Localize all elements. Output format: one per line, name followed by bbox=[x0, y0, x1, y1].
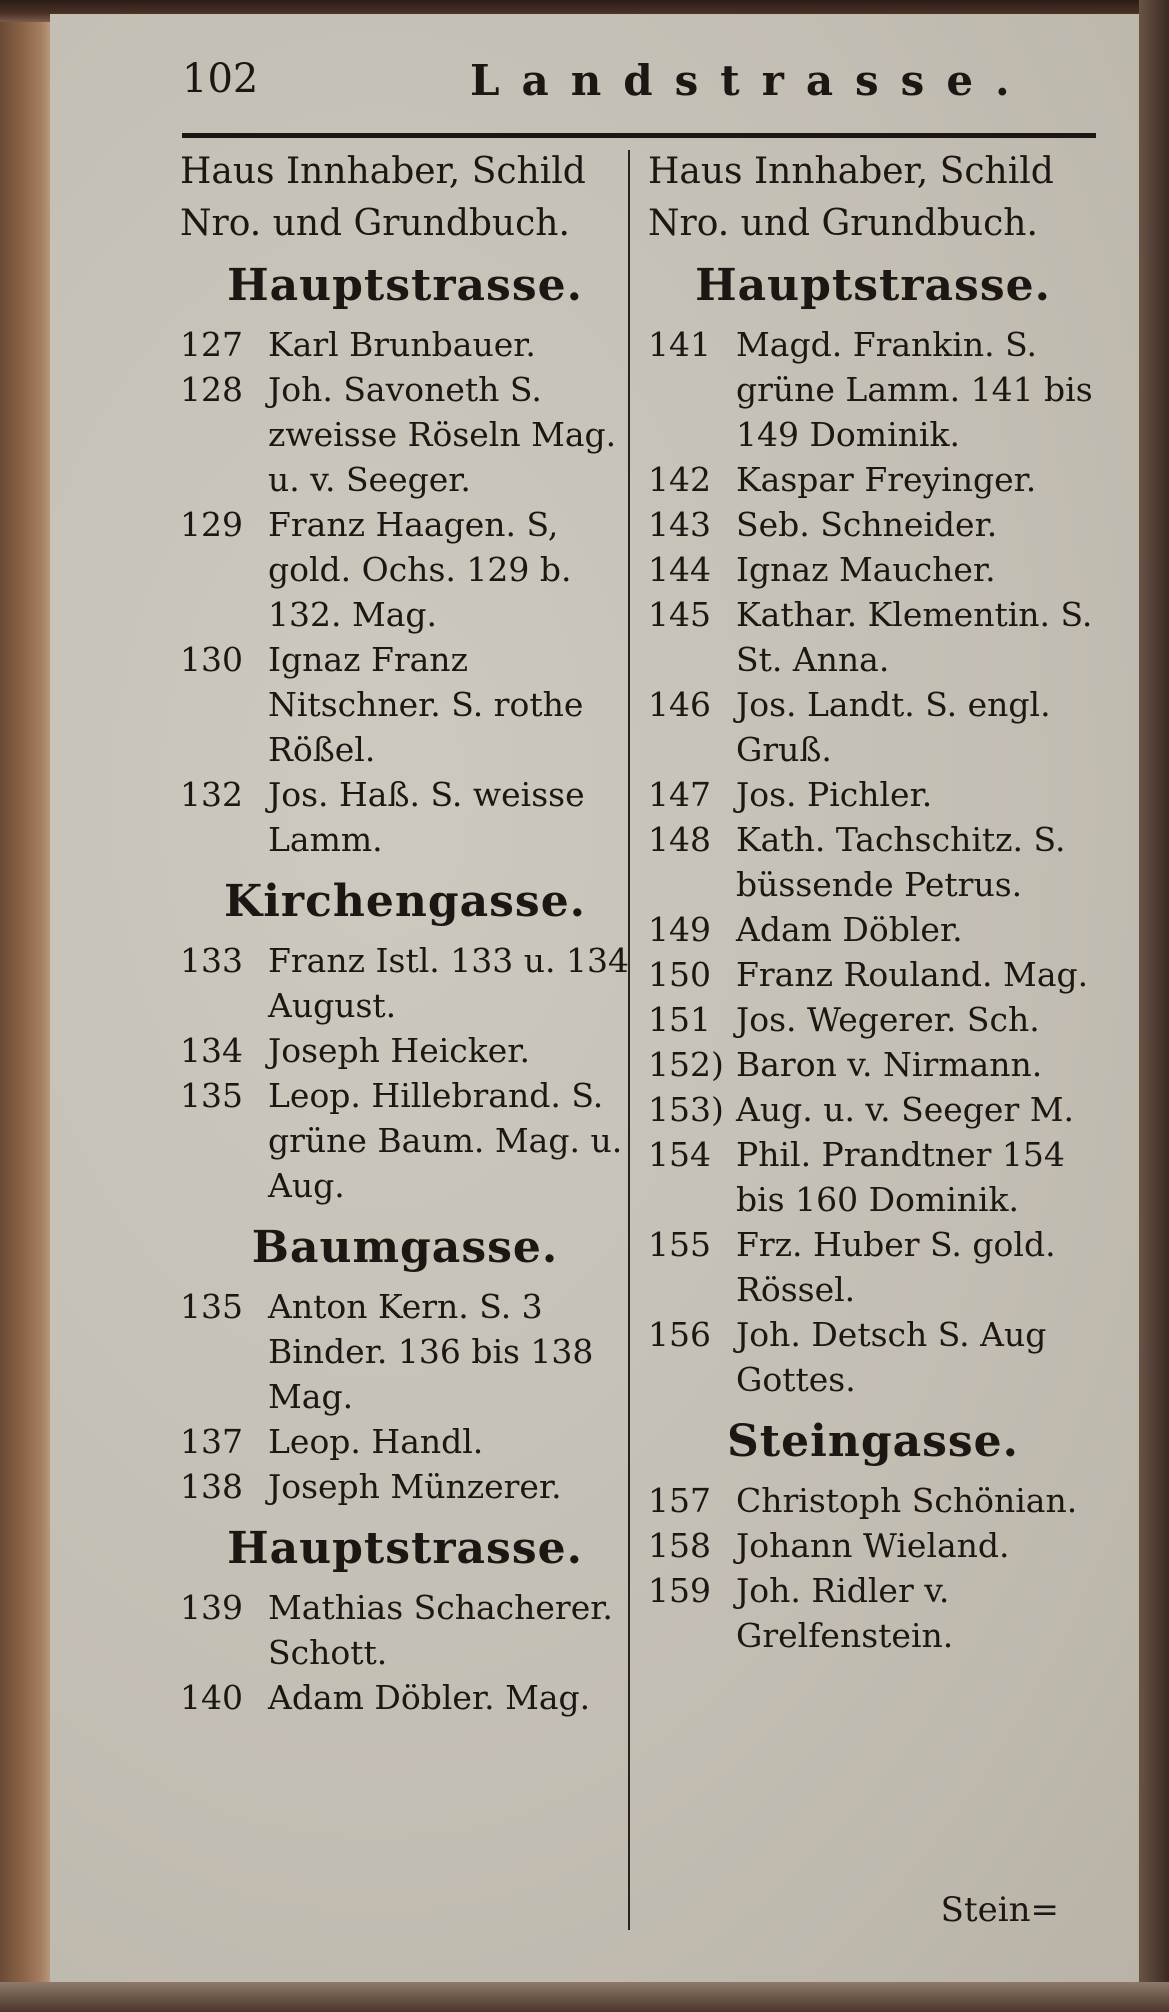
entry-text: Anton Kern. S. 3 Binder. 136 bis 138 Mag. bbox=[268, 1287, 594, 1416]
house-number: 153) bbox=[648, 1090, 724, 1129]
running-title: Landstrasse. bbox=[470, 56, 1032, 105]
entry-text: Joh. Detsch S. Aug Gottes. bbox=[736, 1315, 1047, 1399]
entry-text: Joseph Münzerer. bbox=[268, 1467, 562, 1506]
entry-text: Jos. Landt. S. engl. Gruß. bbox=[736, 685, 1051, 769]
list-item bbox=[180, 502, 630, 637]
list-item bbox=[180, 1419, 630, 1464]
entry-text: Johann Wieland. bbox=[736, 1526, 1010, 1565]
house-number: 133 bbox=[180, 941, 243, 980]
house-number: 150 bbox=[648, 955, 711, 994]
list-item bbox=[648, 1042, 1098, 1087]
entry-text: Ignaz Maucher. bbox=[736, 550, 996, 589]
entry-text: Kaspar Freyinger. bbox=[736, 460, 1037, 499]
page-header bbox=[140, 56, 1100, 116]
header-rule bbox=[182, 133, 1096, 138]
house-number: 142 bbox=[648, 460, 711, 499]
house-number: 130 bbox=[180, 640, 243, 679]
list-item bbox=[648, 1312, 1098, 1402]
list-item bbox=[648, 952, 1098, 997]
house-number: 145 bbox=[648, 595, 711, 634]
entry-text: Adam Döbler. Mag. bbox=[268, 1678, 591, 1717]
right-edge bbox=[1139, 0, 1169, 2012]
list-item bbox=[180, 1028, 630, 1073]
entry-text: Franz Istl. 133 u. 134 August. bbox=[268, 941, 629, 1025]
entry-text: Jos. Haß. S. weisse Lamm. bbox=[268, 775, 585, 859]
sections bbox=[180, 254, 630, 1720]
house-number: 144 bbox=[648, 550, 711, 589]
house-number: 146 bbox=[648, 685, 711, 724]
entry-text: Joh. Savoneth S. zweisse Röseln Mag. u. v. Seeger. bbox=[268, 370, 617, 499]
list-item bbox=[180, 367, 630, 502]
street-heading: Steingasse. bbox=[727, 1416, 1019, 1467]
house-number: 152) bbox=[648, 1045, 724, 1084]
house-number: 138 bbox=[180, 1467, 243, 1506]
list-item bbox=[180, 772, 630, 862]
house-number: 135 bbox=[180, 1076, 243, 1115]
street-heading: Kirchengasse. bbox=[223, 876, 587, 927]
house-number: 158 bbox=[648, 1526, 711, 1565]
street-heading: Hauptstrasse. bbox=[695, 260, 1051, 311]
entry-text: Joseph Heicker. bbox=[268, 1031, 530, 1070]
column-heading: Nro. und Grundbuch. bbox=[648, 203, 1038, 244]
sections bbox=[648, 254, 1098, 1658]
column-heading: Nro. und Grundbuch. bbox=[180, 203, 570, 244]
entry-text: Leop. Hillebrand. S. grüne Baum. Mag. u. Aug. bbox=[268, 1076, 623, 1205]
list-item bbox=[648, 322, 1098, 457]
house-number: 135 bbox=[180, 1287, 243, 1326]
house-number: 154 bbox=[648, 1135, 711, 1174]
list-item bbox=[648, 592, 1098, 682]
list-item bbox=[180, 1073, 630, 1208]
entry-text: Seb. Schneider. bbox=[736, 505, 998, 544]
list-item bbox=[648, 907, 1098, 952]
catchword: Stein= bbox=[940, 1890, 1059, 1930]
list-item bbox=[180, 637, 630, 772]
street-heading: Hauptstrasse. bbox=[227, 260, 583, 311]
left-column bbox=[180, 150, 630, 1720]
right-column bbox=[648, 150, 1098, 1658]
page-number: 102 bbox=[182, 56, 259, 102]
list-item bbox=[180, 1284, 630, 1419]
house-number: 156 bbox=[648, 1315, 711, 1354]
entry-text: Christoph Schönian. bbox=[736, 1481, 1078, 1520]
entry-text: Mathias Schacherer. Schott. bbox=[268, 1588, 613, 1672]
list-item bbox=[180, 1464, 630, 1509]
house-number: 132 bbox=[180, 775, 243, 814]
street-heading: Hauptstrasse. bbox=[227, 1523, 583, 1574]
list-item bbox=[648, 997, 1098, 1042]
list-item bbox=[180, 938, 630, 1028]
entry-text: Franz Haagen. S, gold. Ochs. 129 b. 132. Mag. bbox=[268, 505, 572, 634]
entry-text: Kathar. Klementin. S. St. Anna. bbox=[736, 595, 1093, 679]
list-item bbox=[648, 1132, 1098, 1222]
house-number: 151 bbox=[648, 1000, 711, 1039]
house-number: 139 bbox=[180, 1588, 243, 1627]
house-number: 134 bbox=[180, 1031, 243, 1070]
list-item bbox=[180, 1585, 630, 1675]
house-number: 141 bbox=[648, 325, 711, 364]
entry-text: Baron v. Nirmann. bbox=[736, 1045, 1043, 1084]
entry-text: Frz. Huber S. gold. Rössel. bbox=[736, 1225, 1056, 1309]
list-item bbox=[648, 682, 1098, 772]
house-number: 128 bbox=[180, 370, 243, 409]
house-number: 148 bbox=[648, 820, 711, 859]
list-item bbox=[648, 817, 1098, 907]
house-number: 155 bbox=[648, 1225, 711, 1264]
list-item bbox=[648, 502, 1098, 547]
entry-text: Ignaz Franz Nitschner. S. rothe Rößel. bbox=[268, 640, 584, 769]
entry-text: Karl Brunbauer. bbox=[268, 325, 536, 364]
house-number: 159 bbox=[648, 1571, 711, 1610]
entry-text: Joh. Ridler v. Grelfenstein. bbox=[736, 1571, 954, 1655]
house-number: 127 bbox=[180, 325, 243, 364]
entry-text: Jos. Wegerer. Sch. bbox=[736, 1000, 1040, 1039]
column-heading: Haus Innhaber, Schild bbox=[180, 151, 586, 192]
entry-text: Phil. Prandtner 154 bis 160 Dominik. bbox=[736, 1135, 1065, 1219]
house-number: 137 bbox=[180, 1422, 243, 1461]
bottom-edge bbox=[0, 1982, 1169, 2012]
list-item bbox=[648, 772, 1098, 817]
list-item bbox=[648, 1222, 1098, 1312]
street-heading: Baumgasse. bbox=[251, 1222, 559, 1273]
house-number: 149 bbox=[648, 910, 711, 949]
house-number: 143 bbox=[648, 505, 711, 544]
list-item bbox=[648, 1523, 1098, 1568]
book-spine bbox=[0, 0, 50, 2012]
house-number: 157 bbox=[648, 1481, 711, 1520]
list-item bbox=[648, 547, 1098, 592]
list-item bbox=[648, 1568, 1098, 1658]
house-number: 140 bbox=[180, 1678, 243, 1717]
entry-text: Kath. Tachschitz. S. büssende Petrus. bbox=[736, 820, 1066, 904]
entry-text: Leop. Handl. bbox=[268, 1422, 484, 1461]
list-item bbox=[648, 1478, 1098, 1523]
house-number: 129 bbox=[180, 505, 243, 544]
entry-text: Jos. Pichler. bbox=[736, 775, 933, 814]
list-item bbox=[648, 1087, 1098, 1132]
house-number: 147 bbox=[648, 775, 711, 814]
list-item bbox=[180, 322, 630, 367]
list-item bbox=[648, 457, 1098, 502]
column-heading: Haus Innhaber, Schild bbox=[648, 151, 1054, 192]
entry-text: Franz Rouland. Mag. bbox=[736, 955, 1089, 994]
entry-text: Aug. u. v. Seeger M. bbox=[736, 1090, 1074, 1129]
entry-text: Adam Döbler. bbox=[736, 910, 963, 949]
entry-text: Magd. Frankin. S. grüne Lamm. 141 bis 149 Dominik. bbox=[736, 325, 1093, 454]
list-item bbox=[180, 1675, 630, 1720]
